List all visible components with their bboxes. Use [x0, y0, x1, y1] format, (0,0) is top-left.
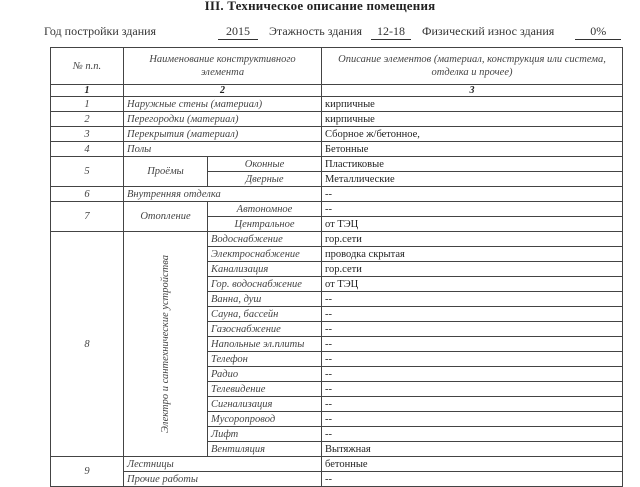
group-name: Проёмы [124, 157, 208, 187]
element-description: от ТЭЦ [322, 217, 623, 232]
element-description: -- [322, 292, 623, 307]
element-name: Дверные [208, 172, 322, 187]
element-name: Канализация [208, 262, 322, 277]
row-number: 5 [51, 157, 124, 187]
row-number: 9 [51, 457, 124, 487]
element-description: -- [322, 397, 623, 412]
element-description: -- [322, 472, 623, 487]
element-description: -- [322, 352, 623, 367]
element-description: бетонные [322, 457, 623, 472]
wear-value: 0% [575, 24, 621, 40]
column-numbers-row [51, 85, 623, 97]
row-number: 3 [51, 127, 124, 142]
wear-label: Физический износ здания [422, 24, 555, 38]
row-number: 2 [51, 112, 124, 127]
group-name-vertical: Электро и сантехнические устройства [160, 254, 171, 433]
element-description: Сборное ж/бетонное, [322, 127, 623, 142]
header-description: Описание элементов (материал, конструкция или система, отделка и прочее) [322, 48, 623, 85]
element-name: Внутренняя отделка [124, 187, 322, 202]
element-name: Водоснабжение [208, 232, 322, 247]
column-number: 2 [124, 85, 322, 97]
table-row [51, 157, 623, 172]
technical-description-table [50, 47, 623, 487]
year-value: 2015 [218, 24, 258, 40]
table-row [51, 127, 623, 142]
element-description: -- [322, 382, 623, 397]
row-number: 1 [51, 97, 124, 112]
element-description: -- [322, 322, 623, 337]
element-name: Прочие работы [124, 472, 322, 487]
element-description: -- [322, 427, 623, 442]
element-name: Наружные стены (материал) [124, 97, 322, 112]
row-number: 4 [51, 142, 124, 157]
element-name: Лифт [208, 427, 322, 442]
row-number: 6 [51, 187, 124, 202]
header-number: № п.п. [51, 48, 124, 85]
element-description: кирпичные [322, 112, 623, 127]
floors-label: Этажность здания [269, 24, 363, 38]
element-description: -- [322, 367, 623, 382]
element-description: Металлические [322, 172, 623, 187]
element-name: Центральное [208, 217, 322, 232]
element-name: Мусоропровод [208, 412, 322, 427]
element-name: Вентиляция [208, 442, 322, 457]
element-description: -- [322, 307, 623, 322]
element-description: Пластиковые [322, 157, 623, 172]
element-description: -- [322, 202, 623, 217]
element-description: -- [322, 337, 623, 352]
element-description: гор.сети [322, 262, 623, 277]
element-name: Перегородки (материал) [124, 112, 322, 127]
table-row [51, 472, 623, 487]
element-name: Сауна, бассейн [208, 307, 322, 322]
element-name: Сигнализация [208, 397, 322, 412]
element-name: Ванна, душ [208, 292, 322, 307]
element-name: Перекрытия (материал) [124, 127, 322, 142]
element-description: Вытяжная [322, 442, 623, 457]
section-title: III. Техническое описание помещения [204, 0, 436, 13]
group-name: Отопление [124, 202, 208, 232]
element-description: от ТЭЦ [322, 277, 623, 292]
floors-value: 12-18 [371, 24, 411, 40]
element-name: Гор. водоснабжение [208, 277, 322, 292]
column-number: 1 [51, 85, 124, 97]
header-row [51, 48, 623, 85]
row-number: 8 [51, 232, 124, 457]
table-row [51, 112, 623, 127]
element-name: Радио [208, 367, 322, 382]
row-number: 7 [51, 202, 124, 232]
element-description: -- [322, 412, 623, 427]
element-name: Телефон [208, 352, 322, 367]
element-description: Бетонные [322, 142, 623, 157]
element-description: проводка скрытая [322, 247, 623, 262]
building-info [44, 24, 621, 40]
element-name: Электроснабжение [208, 247, 322, 262]
column-number: 3 [322, 85, 623, 97]
table-row [51, 457, 623, 472]
table-row [51, 232, 623, 247]
element-name: Автономное [208, 202, 322, 217]
element-name: Полы [124, 142, 322, 157]
element-name: Лестницы [124, 457, 322, 472]
element-description: гор.сети [322, 232, 623, 247]
table-row [51, 97, 623, 112]
year-label: Год постройки здания [44, 24, 157, 38]
element-name: Напольные эл.плиты [208, 337, 322, 352]
table-row [51, 142, 623, 157]
element-name: Газоснабжение [208, 322, 322, 337]
table-row [51, 187, 623, 202]
element-name: Оконные [208, 157, 322, 172]
element-name: Телевидение [208, 382, 322, 397]
element-description: -- [322, 187, 623, 202]
element-description: кирпичные [322, 97, 623, 112]
group-name [124, 232, 208, 457]
header-element: Наименование конструктивного элемента [124, 48, 322, 85]
table-row [51, 202, 623, 217]
